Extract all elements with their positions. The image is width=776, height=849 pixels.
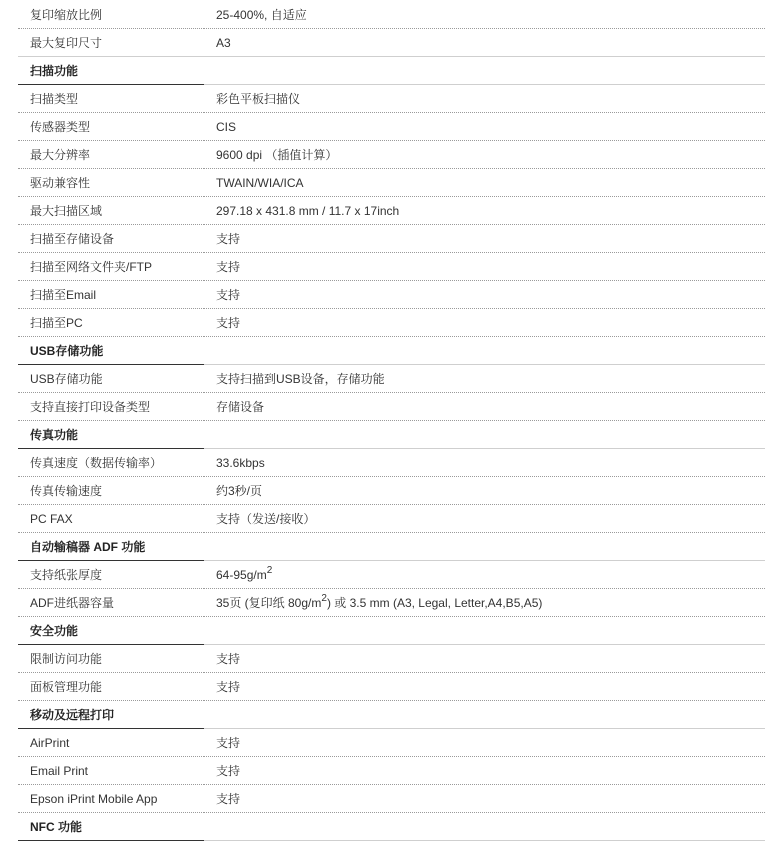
section-title: 自动输稿器 ADF 功能 xyxy=(18,533,204,561)
spec-row xyxy=(18,393,765,421)
spec-value-text: 64-95g/m xyxy=(216,567,267,582)
spec-value: 9600 dpi （插值计算） xyxy=(204,141,765,169)
section-header xyxy=(18,421,765,449)
spec-table-body xyxy=(18,1,765,841)
spec-value-text: 35页 (复印纸 80g/m xyxy=(216,596,322,610)
spec-value: TWAIN/WIA/ICA xyxy=(204,169,765,197)
spec-row xyxy=(18,113,765,141)
section-header xyxy=(18,617,765,645)
spec-row xyxy=(18,197,765,225)
spec-label: 传感器类型 xyxy=(18,113,204,141)
section-title: NFC 功能 xyxy=(18,813,204,841)
spec-value: 33.6kbps xyxy=(204,449,765,477)
spec-label: Epson iPrint Mobile App xyxy=(18,785,204,813)
spec-label: 传真速度（数据传输率） xyxy=(18,449,204,477)
spec-row xyxy=(18,757,765,785)
spec-value: 支持 xyxy=(204,645,765,673)
section-header xyxy=(18,533,765,561)
spec-row xyxy=(18,281,765,309)
section-header-spacer xyxy=(204,813,765,841)
spec-label: 最大分辨率 xyxy=(18,141,204,169)
section-header-spacer xyxy=(204,421,765,449)
spec-label: AirPrint xyxy=(18,729,204,757)
spec-value xyxy=(204,589,765,617)
spec-label: 支持直接打印设备类型 xyxy=(18,393,204,421)
spec-row xyxy=(18,561,765,589)
section-header-spacer xyxy=(204,533,765,561)
spec-label: PC FAX xyxy=(18,505,204,533)
section-title: 传真功能 xyxy=(18,421,204,449)
spec-row xyxy=(18,477,765,505)
spec-row xyxy=(18,589,765,617)
spec-label: 传真传输速度 xyxy=(18,477,204,505)
spec-value: 支持 xyxy=(204,225,765,253)
section-header xyxy=(18,57,765,85)
section-header xyxy=(18,813,765,841)
spec-value-suffix: ) 或 3.5 mm (A3, Legal, Letter,A4,B5,A5) xyxy=(326,596,543,610)
spec-label: 最大扫描区域 xyxy=(18,197,204,225)
spec-value: 支持 xyxy=(204,785,765,813)
spec-row xyxy=(18,645,765,673)
spec-value: 彩色平板扫描仪 xyxy=(204,85,765,113)
spec-value: 支持 xyxy=(204,673,765,701)
section-header-spacer xyxy=(204,701,765,729)
spec-value: 支持 xyxy=(204,281,765,309)
spec-row xyxy=(18,673,765,701)
spec-row xyxy=(18,141,765,169)
superscript: 2 xyxy=(266,564,273,576)
spec-value: 支持扫描到USB设备，存储功能 xyxy=(204,365,765,393)
spec-row xyxy=(18,169,765,197)
spec-table xyxy=(18,1,765,841)
section-title: 安全功能 xyxy=(18,617,204,645)
spec-value: 支持 xyxy=(204,757,765,785)
spec-value: 支持 xyxy=(204,729,765,757)
spec-value: CIS xyxy=(204,113,765,141)
spec-label: 驱动兼容性 xyxy=(18,169,204,197)
section-header-spacer xyxy=(204,57,765,85)
spec-value: 支持 xyxy=(204,253,765,281)
spec-row xyxy=(18,29,765,57)
section-header xyxy=(18,337,765,365)
spec-label: Email Print xyxy=(18,757,204,785)
spec-label: ADF进纸器容量 xyxy=(18,589,204,617)
spec-label: 限制访问功能 xyxy=(18,645,204,673)
spec-label: 支持纸张厚度 xyxy=(18,561,204,589)
spec-row xyxy=(18,505,765,533)
spec-label: 面板管理功能 xyxy=(18,673,204,701)
section-header-spacer xyxy=(204,337,765,365)
section-header-spacer xyxy=(204,617,765,645)
section-header xyxy=(18,701,765,729)
spec-row xyxy=(18,85,765,113)
spec-value: 支持 xyxy=(204,309,765,337)
spec-label: 最大复印尺寸 xyxy=(18,29,204,57)
spec-label: 扫描至存储设备 xyxy=(18,225,204,253)
spec-value xyxy=(204,561,765,589)
spec-value: A3 xyxy=(204,29,765,57)
spec-value: 25-400%, 自适应 xyxy=(204,1,765,29)
superscript: 2 xyxy=(321,593,327,604)
spec-value: 297.18 x 431.8 mm / 11.7 x 17inch xyxy=(204,197,765,225)
spec-value: 约3秒/页 xyxy=(204,477,765,505)
spec-row xyxy=(18,253,765,281)
section-title: 扫描功能 xyxy=(18,57,204,85)
spec-label: 扫描至网络文件夹/FTP xyxy=(18,253,204,281)
spec-label: 扫描至Email xyxy=(18,281,204,309)
spec-label: 复印缩放比例 xyxy=(18,1,204,29)
spec-row xyxy=(18,225,765,253)
spec-row xyxy=(18,1,765,29)
spec-value: 存储设备 xyxy=(204,393,765,421)
spec-label: 扫描类型 xyxy=(18,85,204,113)
spec-row xyxy=(18,449,765,477)
spec-row xyxy=(18,309,765,337)
spec-label: USB存储功能 xyxy=(18,365,204,393)
section-title: 移动及远程打印 xyxy=(18,701,204,729)
section-title: USB存储功能 xyxy=(18,337,204,365)
spec-label: 扫描至PC xyxy=(18,309,204,337)
spec-row xyxy=(18,365,765,393)
spec-value: 支持（发送/接收） xyxy=(204,505,765,533)
spec-row xyxy=(18,785,765,813)
spec-row xyxy=(18,729,765,757)
